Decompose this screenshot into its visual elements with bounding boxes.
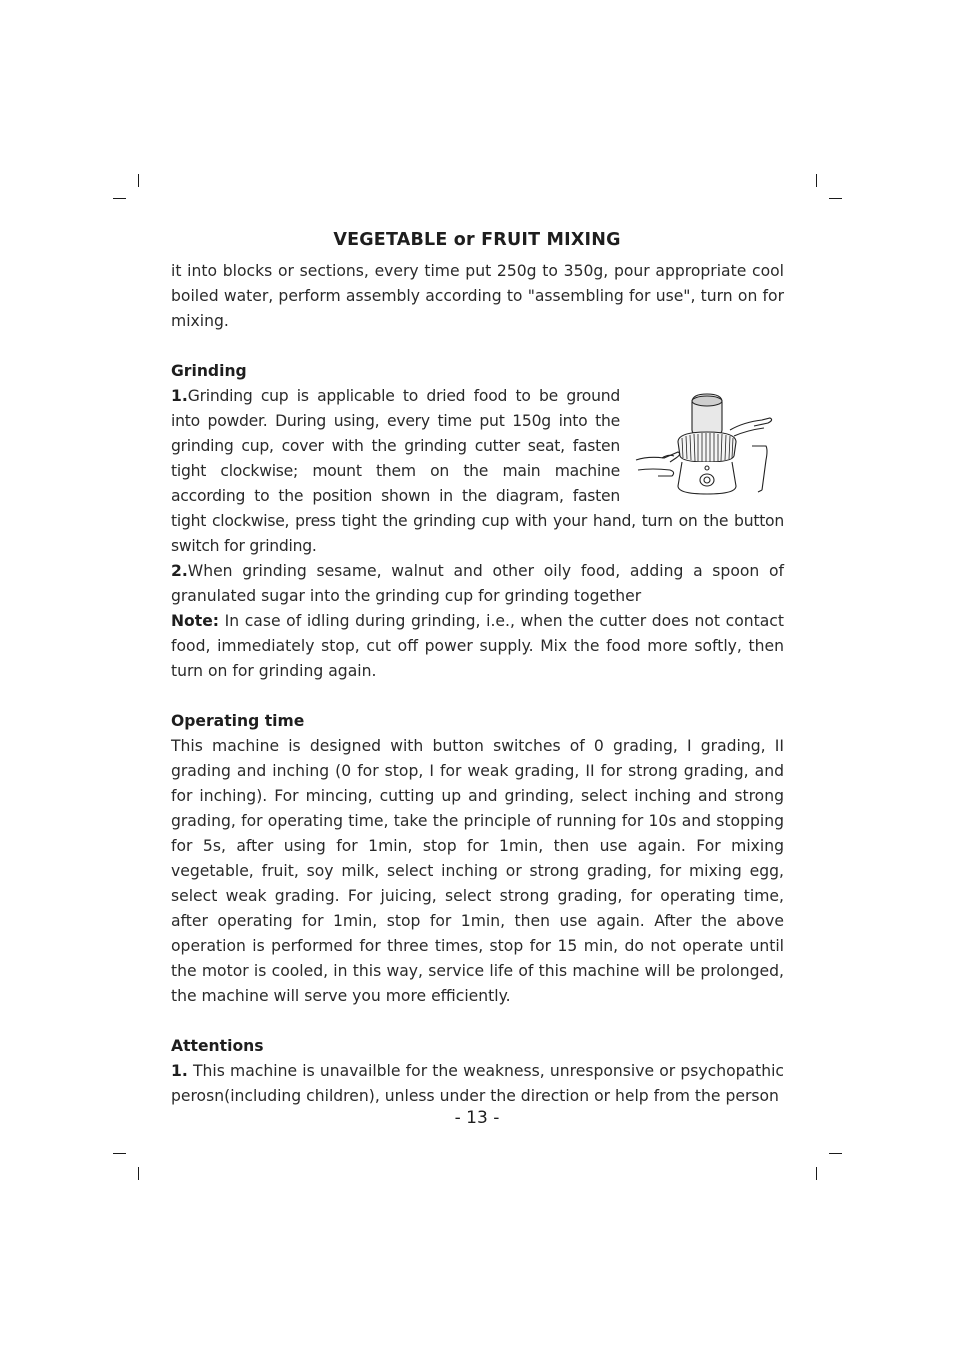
- grinding-item-1: [171, 384, 784, 559]
- page-number: - 13 -: [454, 1108, 500, 1128]
- attentions-item-1: [171, 1059, 784, 1109]
- page-content: [171, 259, 784, 1109]
- operating-time-heading: Operating time: [171, 712, 305, 730]
- note-label: Note:: [171, 612, 220, 630]
- page-title: VEGETABLE or FRUIT MIXING: [333, 230, 621, 250]
- grinding-note: [171, 609, 784, 684]
- note-text: In case of idling during grinding, i.e., when the cutter does not contact food, immediately stop, cut off power supply. Mix the food more softly, then turn on for grinding again.: [171, 612, 784, 680]
- crop-mark-bottom-left-v: [138, 1167, 139, 1180]
- grinding-item-1-number: 1.: [171, 387, 188, 405]
- attentions-heading: Attentions: [171, 1037, 264, 1055]
- intro-paragraph: it into blocks or sections, every time put 250g to 350g, pour appropriate cool boiled water, perform assembly according to "assembling for use", turn on for mixing.: [171, 262, 784, 330]
- grinding-item-1-text: Grinding cup is applicable to dried food to be ground into powder. During using, every time put 150g into the grinding cup, cover with the grinding cutter seat, fasten tight clockwise; mount them on the main machine according to the position shown in the diagram, fasten tight clockwise, press tight the grinding cup with your hand, turn on the button switch for grinding.: [171, 387, 784, 555]
- crop-mark-top-left-h: [113, 198, 126, 199]
- crop-mark-bottom-left-h: [113, 1153, 126, 1154]
- grinder-illustration: [634, 390, 784, 502]
- attentions-item-1-number: 1.: [171, 1062, 188, 1080]
- operating-time-paragraph: This machine is designed with button switches of 0 grading, I grading, II grading and inching (0 for stop, I for weak grading, II for strong grading, and for inching). For mincing, cutting up and grinding, select inching and strong grading, for operating time, take the principle of running for 10s and stopping for 5s, after using for 1min, stop for 1min, then use again. For mixing vegetable, fruit, soy milk, select inching or strong grading, for mixing egg, select weak grading. For juicing, select strong grading, for operating time, after operating for 1min, stop for 1min, then use again. After the above operation is performed for three times, stop for 15 min, do not operate until the motor is cooled, in this way, service life of this machine will be prolonged, the machine will serve you more efficiently.: [171, 737, 784, 1005]
- crop-mark-top-left-v: [138, 174, 139, 187]
- crop-mark-top-right-h: [829, 198, 842, 199]
- grinding-item-2: [171, 559, 784, 609]
- grinding-item-2-number: 2.: [171, 562, 188, 580]
- attentions-item-1-text: This machine is unavailble for the weakness, unresponsive or psychopathic perosn(including children), unless under the direction or help from the person: [171, 1062, 784, 1105]
- crop-mark-top-right-v: [816, 174, 817, 187]
- crop-mark-bottom-right-h: [829, 1153, 842, 1154]
- grinding-heading: Grinding: [171, 362, 247, 380]
- crop-mark-bottom-right-v: [816, 1167, 817, 1180]
- grinding-item-2-text: When grinding sesame, walnut and other oily food, adding a spoon of granulated sugar into the grinding cup for grinding together: [171, 562, 784, 605]
